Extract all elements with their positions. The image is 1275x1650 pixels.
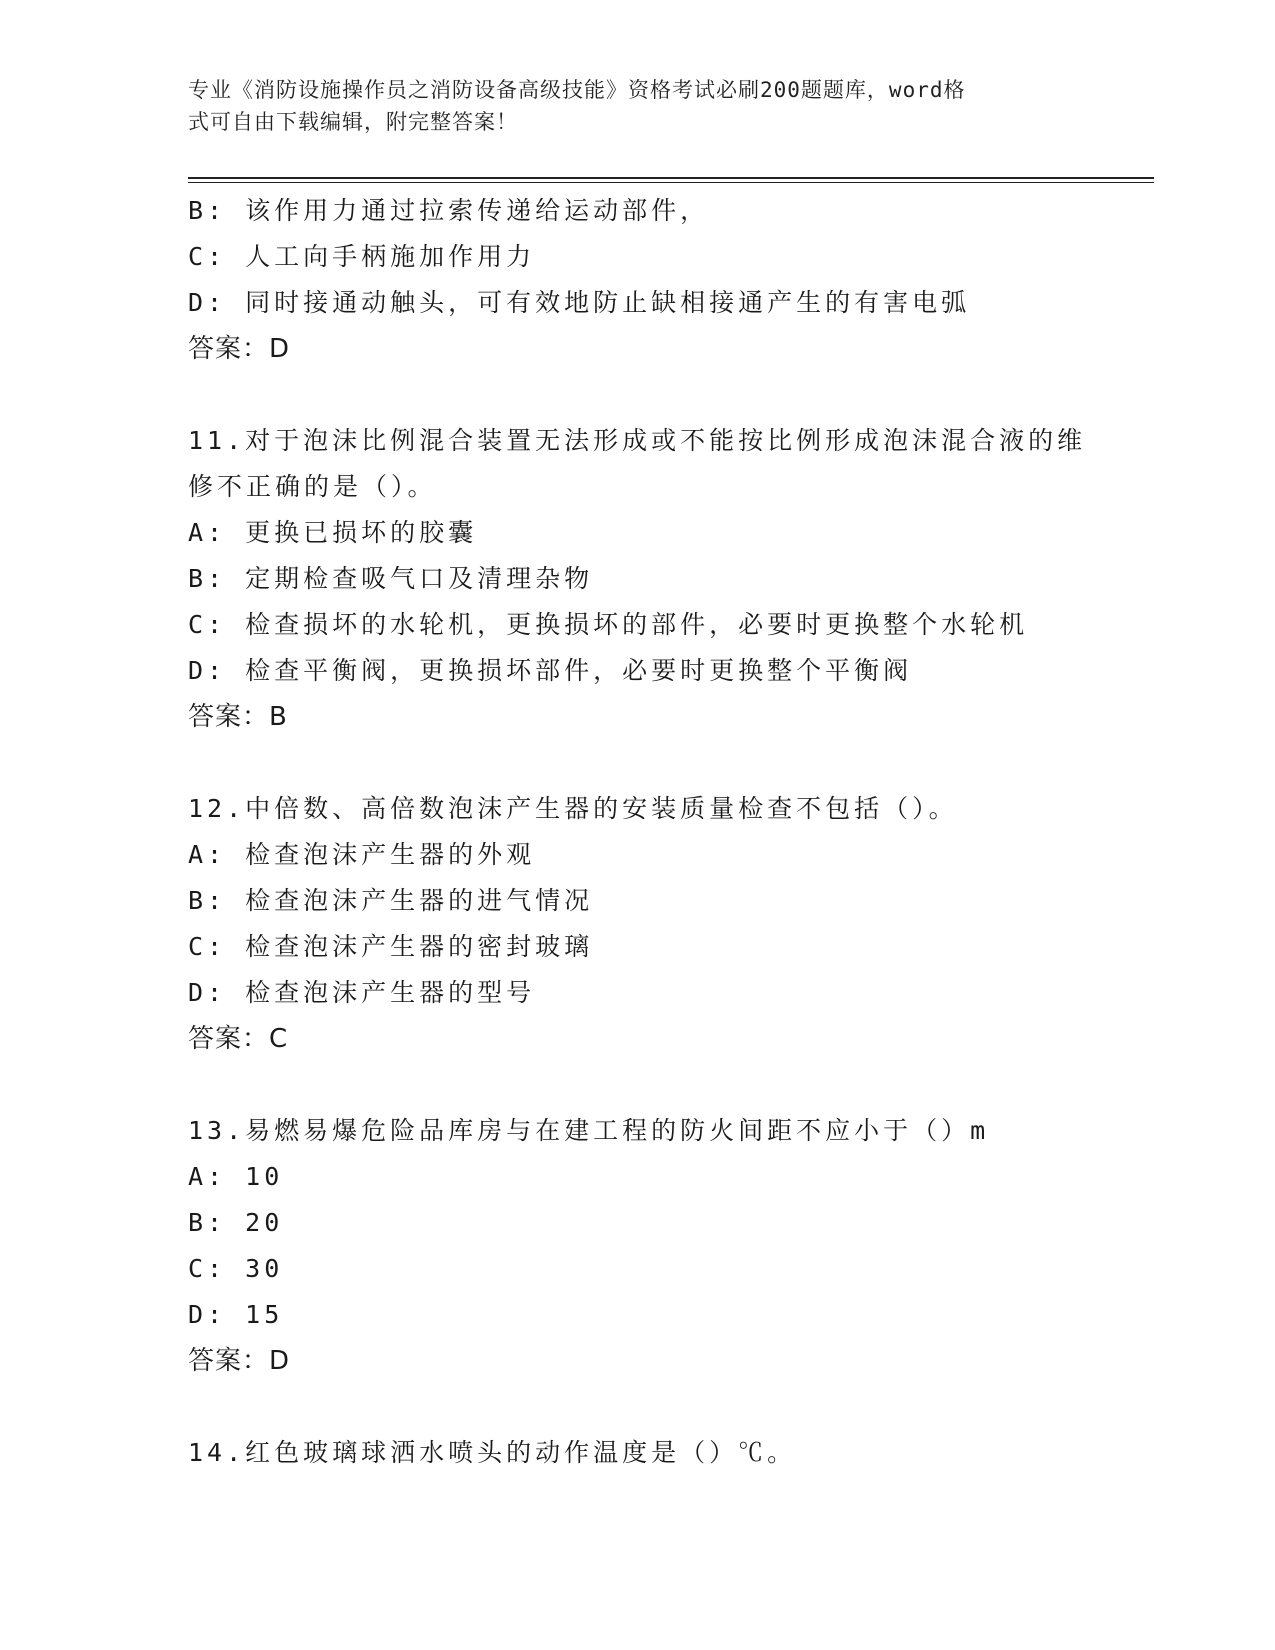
answer: 答案：B [188, 702, 288, 732]
question-text: 13.易燃易爆危险品库房与在建工程的防火间距不应小于（）m [188, 1116, 990, 1145]
option-b: B: 20 [188, 1208, 284, 1237]
question-list [188, 188, 1128, 1476]
spacer [188, 740, 1128, 786]
option-a: A: 更换已损坏的胶囊 [188, 518, 478, 547]
option-d: D: 检查平衡阀，更换损坏部件，必要时更换整个平衡阀 [188, 656, 913, 685]
answer: 答案：D [188, 1346, 291, 1376]
question-12 [188, 786, 1128, 1062]
question-11 [188, 418, 1128, 740]
question-13 [188, 1108, 1128, 1384]
spacer [188, 1062, 1128, 1108]
answer: 答案：C [188, 1024, 289, 1054]
header-line-2: 式可自由下载编辑，附完整答案！ [188, 110, 518, 134]
answer: 答案：D [188, 334, 291, 364]
header-divider-thin [188, 182, 1154, 183]
option-c: C: 检查损坏的水轮机，更换损坏的部件，必要时更换整个水轮机 [188, 610, 1029, 639]
option-d: D: 同时接通动触头，可有效地防止缺相接通产生的有害电弧 [188, 288, 971, 317]
document-header [188, 74, 1088, 138]
option-d: D: 15 [188, 1300, 284, 1329]
option-b: B: 检查泡沫产生器的进气情况 [188, 886, 594, 915]
option-c: C: 30 [188, 1254, 284, 1283]
question-text-continued: 修不正确的是（）。 [188, 472, 437, 501]
question-text: 14.红色玻璃球洒水喷头的动作温度是（）℃。 [188, 1438, 797, 1467]
header-line-1: 专业《消防设施操作员之消防设备高级技能》资格考试必刷200题题库，word格 [188, 78, 966, 102]
question-text: 12.中倍数、高倍数泡沫产生器的安装质量检查不包括（）。 [188, 794, 958, 823]
question-14 [188, 1430, 1128, 1476]
question-10-continued [188, 188, 1128, 372]
option-b: B: 该作用力通过拉索传递给运动部件， [188, 196, 710, 225]
option-a: A: 检查泡沫产生器的外观 [188, 840, 536, 869]
option-c: C: 人工向手柄施加作用力 [188, 242, 536, 271]
option-c: C: 检查泡沫产生器的密封玻璃 [188, 932, 594, 961]
header-divider-thick [188, 177, 1154, 179]
option-a: A: 10 [188, 1162, 284, 1191]
option-b: B: 定期检查吸气口及清理杂物 [188, 564, 594, 593]
option-d: D: 检查泡沫产生器的型号 [188, 978, 536, 1007]
spacer [188, 1384, 1128, 1430]
question-text: 11.对于泡沫比例混合装置无法形成或不能按比例形成泡沫混合液的维 [188, 426, 1087, 455]
spacer [188, 372, 1128, 418]
